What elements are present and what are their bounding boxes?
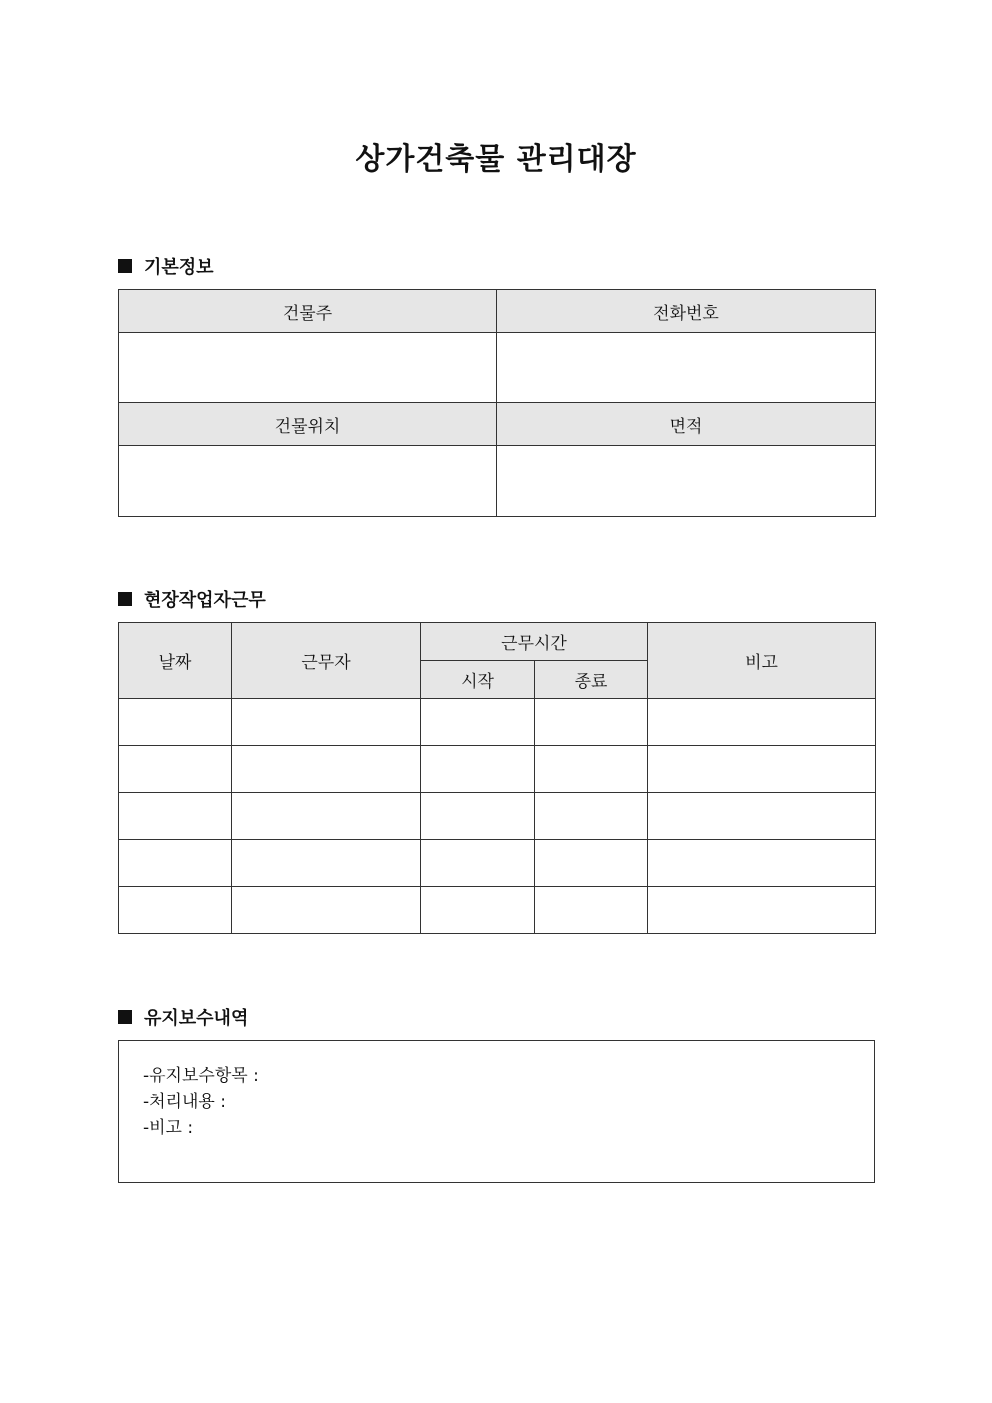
start-cell[interactable]	[421, 793, 535, 840]
square-bullet-icon	[118, 259, 132, 273]
end-cell[interactable]	[535, 746, 648, 793]
column-header-note: 비고	[648, 623, 876, 699]
worker-cell[interactable]	[232, 699, 421, 746]
area-label: 면적	[497, 403, 876, 446]
page-title: 상가건축물 관리대장	[355, 142, 637, 177]
note-cell[interactable]	[648, 699, 876, 746]
date-cell[interactable]	[119, 746, 232, 793]
section-heading-worker-log	[118, 586, 266, 612]
start-cell[interactable]	[421, 887, 535, 934]
section-heading-basic-info	[118, 253, 214, 279]
location-field[interactable]	[119, 446, 497, 517]
column-header-start: 시작	[421, 661, 535, 699]
area-field[interactable]	[497, 446, 876, 517]
end-cell[interactable]	[535, 699, 648, 746]
maintenance-notes-box[interactable]	[118, 1040, 875, 1183]
section-heading-label: 현장작업자근무	[144, 590, 266, 611]
table-row	[119, 699, 876, 746]
column-header-hours: 근무시간	[421, 623, 648, 661]
owner-label: 건물주	[119, 290, 497, 333]
start-cell[interactable]	[421, 840, 535, 887]
section-heading-label: 유지보수내역	[144, 1008, 249, 1029]
end-cell[interactable]	[535, 887, 648, 934]
column-header-end: 종료	[535, 661, 648, 699]
phone-label: 전화번호	[497, 290, 876, 333]
note-cell[interactable]	[648, 840, 876, 887]
basic-info-table	[118, 289, 876, 517]
note-cell[interactable]	[648, 746, 876, 793]
maintenance-note-label: -비고 :	[143, 1118, 194, 1138]
table-row	[119, 840, 876, 887]
date-cell[interactable]	[119, 793, 232, 840]
location-label: 건물위치	[119, 403, 497, 446]
worker-cell[interactable]	[232, 746, 421, 793]
square-bullet-icon	[118, 592, 132, 606]
date-cell[interactable]	[119, 887, 232, 934]
note-cell[interactable]	[648, 887, 876, 934]
worker-cell[interactable]	[232, 793, 421, 840]
end-cell[interactable]	[535, 793, 648, 840]
date-cell[interactable]	[119, 699, 232, 746]
section-heading-label: 기본정보	[144, 257, 214, 278]
worker-cell[interactable]	[232, 840, 421, 887]
end-cell[interactable]	[535, 840, 648, 887]
maintenance-item-label: -유지보수항목 :	[143, 1066, 259, 1086]
column-header-worker: 근무자	[232, 623, 421, 699]
start-cell[interactable]	[421, 699, 535, 746]
section-heading-maintenance	[118, 1004, 248, 1030]
square-bullet-icon	[118, 1010, 132, 1024]
maintenance-content-label: -처리내용 :	[143, 1092, 226, 1112]
note-cell[interactable]	[648, 793, 876, 840]
column-header-date: 날짜	[119, 623, 232, 699]
table-row	[119, 746, 876, 793]
worker-cell[interactable]	[232, 887, 421, 934]
worker-log-table	[118, 622, 876, 934]
phone-field[interactable]	[497, 333, 876, 403]
start-cell[interactable]	[421, 746, 535, 793]
date-cell[interactable]	[119, 840, 232, 887]
table-row	[119, 793, 876, 840]
table-row	[119, 887, 876, 934]
owner-field[interactable]	[119, 333, 497, 403]
